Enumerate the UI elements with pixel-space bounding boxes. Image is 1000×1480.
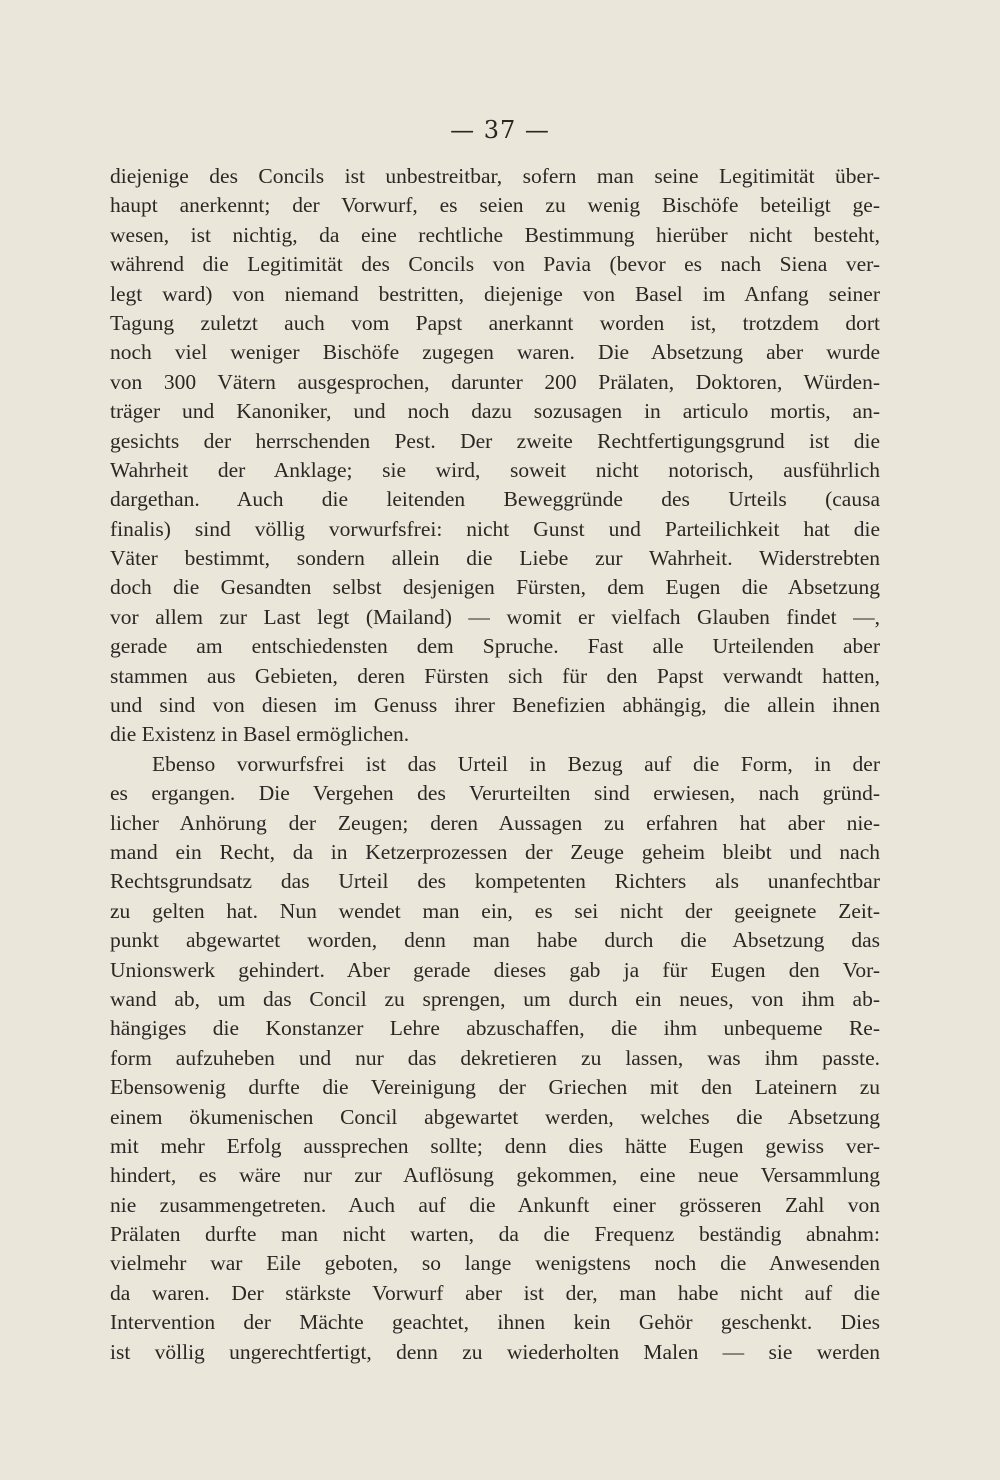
text-line: vielmehr war Eile geboten, so lange wenigstens noch die Anwesenden [110,1251,880,1276]
text-line: wand ab, um das Concil zu sprengen, um durch ein neues, von ihm ab- [110,986,880,1011]
text-line: Rechtsgrundsatz das Urteil des kompetenten Richters als unanfechtbar [110,869,880,894]
text-line: da waren. Der stärkste Vorwurf aber ist der, man habe nicht auf die [110,1280,880,1305]
paragraph-1 [110,162,880,750]
text-line: nie zusammengetreten. Auch auf die Ankunft einer grösseren Zahl von [110,1192,880,1217]
text-line: ist völlig ungerechtfertigt, denn zu wiederholten Malen — sie werden [110,1339,880,1364]
text-line: licher Anhörung der Zeugen; deren Aussagen zu erfahren hat aber nie- [110,810,880,835]
text-line: Unionswerk gehindert. Aber gerade dieses gab ja für Eugen den Vor- [110,957,880,982]
text-line: hängiges die Konstanzer Lehre abzuschaffen, die ihm unbequeme Re- [110,1016,880,1041]
text-line: hindert, es wäre nur zur Auflösung gekommen, eine neue Versammlung [110,1163,880,1188]
text-line: finalis) sind völlig vorwurfsfrei: nicht Gunst und Parteilichkeit hat die [110,516,880,541]
page-number: — 37 — [450,116,550,144]
text-line: Wahrheit der Anklage; sie wird, soweit nicht notorisch, ausführlich [110,457,880,482]
text-line: Intervention der Mächte geachtet, ihnen kein Gehör geschenkt. Dies [110,1310,880,1335]
text-line: mand ein Recht, da in Ketzerprozessen der Zeuge geheim bleibt und nach [110,839,880,864]
text-line: Väter bestimmt, sondern allein die Liebe zur Wahrheit. Widerstrebten [110,546,880,571]
text-line: Ebensowenig durfte die Vereinigung der Griechen mit den Lateinern zu [110,1075,880,1100]
paragraph-2 [110,750,880,1367]
text-line: diejenige des Concils ist unbestreitbar, sofern man seine Legitimität über- [110,164,880,188]
text-line: vor allem zur Last legt (Mailand) — womit er vielfach Glauben findet —, [110,604,880,629]
text-line: es ergangen. Die Vergehen des Verurteilten sind erwiesen, nach gründ- [110,781,880,806]
text-line: und sind von diesen im Genuss ihrer Benefizien abhängig, die allein ihnen [110,693,880,718]
text-line: haupt anerkennt; der Vorwurf, es seien zu wenig Bischöfe beteiligt ge- [110,193,880,218]
text-line: die Existenz in Basel ermöglichen. [110,722,410,747]
text-line: während die Legitimität des Concils von Pavia (bevor es nach Siena ver- [110,252,880,277]
text-line: mit mehr Erfolg aussprechen sollte; denn dies hätte Eugen gewiss ver- [110,1133,880,1158]
text-line: legt ward) von niemand bestritten, diejenige von Basel im Anfang seiner [110,281,880,306]
text-line: gerade am entschiedensten dem Spruche. Fast alle Urteilenden aber [110,634,880,659]
text-line: von 300 Vätern ausgesprochen, darunter 200 Prälaten, Doktoren, Würden- [110,369,880,394]
text-line: doch die Gesandten selbst desjenigen Fürsten, dem Eugen die Absetzung [110,575,880,600]
text-line: stammen aus Gebieten, deren Fürsten sich für den Papst verwandt hatten, [110,663,880,688]
text-line: Prälaten durfte man nicht warten, da die Frequenz beständig abnahm: [110,1222,880,1247]
text-line: form aufzuheben und nur das dekretieren zu lassen, was ihm passte. [110,1045,880,1070]
text-line: noch viel weniger Bischöfe zugegen waren. Die Absetzung aber wurde [110,340,880,365]
text-line: wesen, ist nichtig, da eine rechtliche Bestimmung hierüber nicht besteht, [110,222,880,247]
text-line: Tagung zuletzt auch vom Papst anerkannt worden ist, trotzdem dort [110,310,880,335]
text-line: zu gelten hat. Nun wendet man ein, es sei nicht der geeignete Zeit- [110,898,880,923]
text-line: Ebenso vorwurfsfrei ist das Urteil in Bezug auf die Form, in der [152,751,880,776]
text-line: gesichts der herrschenden Pest. Der zweite Rechtfertigungsgrund ist die [110,428,880,453]
text-line: punkt abgewartet worden, denn man habe durch die Absetzung das [110,928,880,953]
text-line: träger und Kanoniker, und noch dazu sozusagen in articulo mortis, an- [110,399,880,424]
body-text [110,162,880,1367]
text-line: dargethan. Auch die leitenden Beweggründe des Urteils (causa [110,487,880,512]
text-line: einem ökumenischen Concil abgewartet werden, welches die Absetzung [110,1104,880,1129]
